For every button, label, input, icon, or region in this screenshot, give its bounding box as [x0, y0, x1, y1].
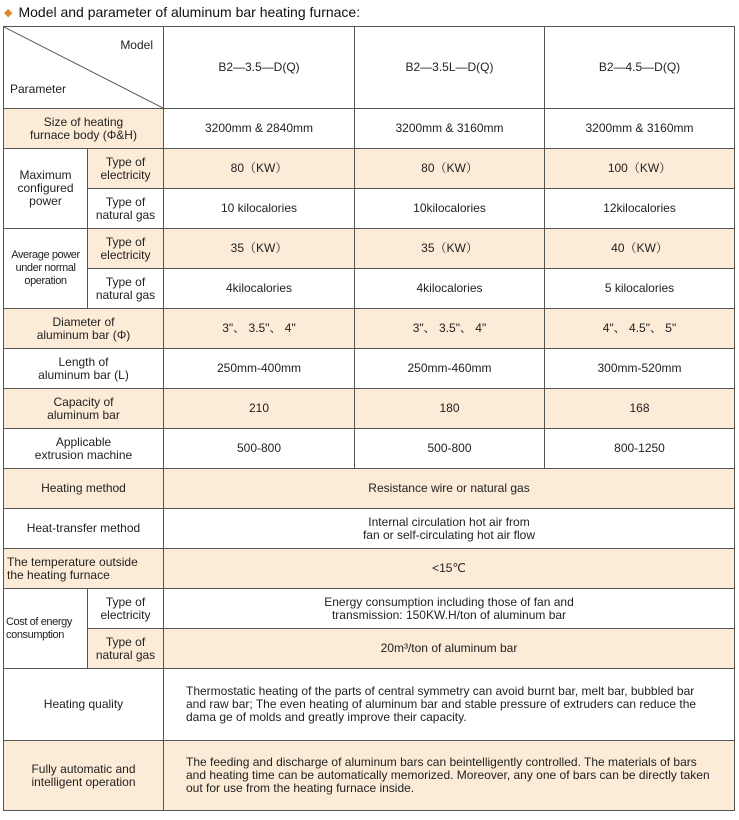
page-title: [4, 3, 360, 21]
cell-max-electricity-3: 100（KW）: [545, 149, 735, 189]
row-label-length: Length of aluminum bar (L): [4, 349, 164, 389]
table-row-max-power-gas: [4, 189, 735, 229]
header-row: [4, 27, 735, 109]
cell-diameter-2: 3"、 3.5"、 4": [355, 309, 545, 349]
row-group-avg-power: Average power under normal operation: [4, 229, 88, 309]
row-label-avg-electricity: Type of electricity: [88, 229, 164, 269]
row-label-automatic: Fully automatic and intelligent operation: [4, 741, 164, 811]
table-row-energy-electricity: [4, 589, 735, 629]
cell-temperature: <15℃: [164, 549, 735, 589]
row-label-quality: Heating quality: [4, 669, 164, 741]
cell-avg-gas-2: 4kilocalories: [355, 269, 545, 309]
row-label-diameter: Diameter of aluminum bar (Φ): [4, 309, 164, 349]
row-label-extrusion: Applicable extrusion machine: [4, 429, 164, 469]
cell-avg-electricity-2: 35（KW）: [355, 229, 545, 269]
cell-max-gas-2: 10kilocalories: [355, 189, 545, 229]
cell-capacity-3: 168: [545, 389, 735, 429]
cell-avg-electricity-3: 40（KW）: [545, 229, 735, 269]
table-row-extrusion: [4, 429, 735, 469]
cell-capacity-2: 180: [355, 389, 545, 429]
diamond-bullet-icon: ◆: [4, 7, 13, 19]
table-row-capacity: [4, 389, 735, 429]
page-title-text: Model and parameter of aluminum bar heating furnace:: [18, 4, 361, 20]
row-label-heating-method: Heating method: [4, 469, 164, 509]
cell-diameter-3: 4"、 4.5"、 5": [545, 309, 735, 349]
table-row-quality: [4, 669, 735, 741]
row-label-heat-transfer: Heat-transfer method: [4, 509, 164, 549]
cell-energy-electricity: Energy consumption including those of fan and transmission: 150KW.H/ton of aluminum bar: [164, 589, 735, 629]
table-row-temperature: [4, 549, 735, 589]
cell-avg-electricity-1: 35（KW）: [164, 229, 355, 269]
cell-length-1: 250mm-400mm: [164, 349, 355, 389]
cell-extrusion-2: 500-800: [355, 429, 545, 469]
model-header-3: B2—4.5—D(Q): [545, 27, 735, 109]
table-row-max-power-electricity: [4, 149, 735, 189]
cell-quality: Thermostatic heating of the parts of central symmetry can avoid burnt bar, melt bar, bubbled bar and raw bar; The even heating of aluminum bar and stable pressure of extruders can reduce the dama ge of molds and greatly improve their capacity.: [164, 669, 735, 741]
table-row-size: [4, 109, 735, 149]
cell-heat-transfer: Internal circulation hot air from fan or self-circulating hot air flow: [164, 509, 735, 549]
row-group-energy: Cost of energy consumption: [4, 589, 88, 669]
table-row-heat-transfer: [4, 509, 735, 549]
cell-length-2: 250mm-460mm: [355, 349, 545, 389]
cell-capacity-1: 210: [164, 389, 355, 429]
header-corner-cell: [4, 27, 164, 109]
model-header-label: Model: [120, 38, 153, 52]
row-label-capacity: Capacity of aluminum bar: [4, 389, 164, 429]
row-label-max-electricity: Type of electricity: [88, 149, 164, 189]
cell-diameter-1: 3"、 3.5"、 4": [164, 309, 355, 349]
table-row-energy-gas: [4, 629, 735, 669]
cell-max-electricity-2: 80（KW）: [355, 149, 545, 189]
cell-extrusion-3: 800-1250: [545, 429, 735, 469]
row-group-max-power: Maximum configured power: [4, 149, 88, 229]
cell-max-gas-3: 12kilocalories: [545, 189, 735, 229]
table-row-length: [4, 349, 735, 389]
model-header-2: B2—3.5L—D(Q): [355, 27, 545, 109]
cell-energy-gas: 20m³/ton of aluminum bar: [164, 629, 735, 669]
row-label-temperature: The temperature outside the heating furnace: [4, 549, 164, 589]
row-label-avg-gas: Type of natural gas: [88, 269, 164, 309]
table-row-diameter: [4, 309, 735, 349]
table-row-avg-power-electricity: [4, 229, 735, 269]
cell-size-2: 3200mm & 3160mm: [355, 109, 545, 149]
cell-extrusion-1: 500-800: [164, 429, 355, 469]
row-label-size: Size of heating furnace body (Φ&H): [4, 109, 164, 149]
parameter-table: [3, 26, 735, 811]
cell-size-3: 3200mm & 3160mm: [545, 109, 735, 149]
cell-max-electricity-1: 80（KW）: [164, 149, 355, 189]
table-row-automatic: [4, 741, 735, 811]
row-label-energy-electricity: Type of electricity: [88, 589, 164, 629]
cell-avg-gas-1: 4kilocalories: [164, 269, 355, 309]
cell-avg-gas-3: 5 kilocalories: [545, 269, 735, 309]
row-label-max-gas: Type of natural gas: [88, 189, 164, 229]
cell-max-gas-1: 10 kilocalories: [164, 189, 355, 229]
cell-length-3: 300mm-520mm: [545, 349, 735, 389]
cell-heating-method: Resistance wire or natural gas: [164, 469, 735, 509]
parameter-header-label: Parameter: [10, 82, 67, 96]
model-header-1: B2—3.5—D(Q): [164, 27, 355, 109]
cell-automatic: The feeding and discharge of aluminum bars can beintelligently controlled. The materials of bars and heating time can be automatically memorized. Moreover, any one of bars can be directly taken out for use from the heating furnace inside.: [164, 741, 735, 811]
table-row-avg-power-gas: [4, 269, 735, 309]
row-label-energy-gas: Type of natural gas: [88, 629, 164, 669]
cell-size-1: 3200mm & 2840mm: [164, 109, 355, 149]
table-row-heating-method: [4, 469, 735, 509]
